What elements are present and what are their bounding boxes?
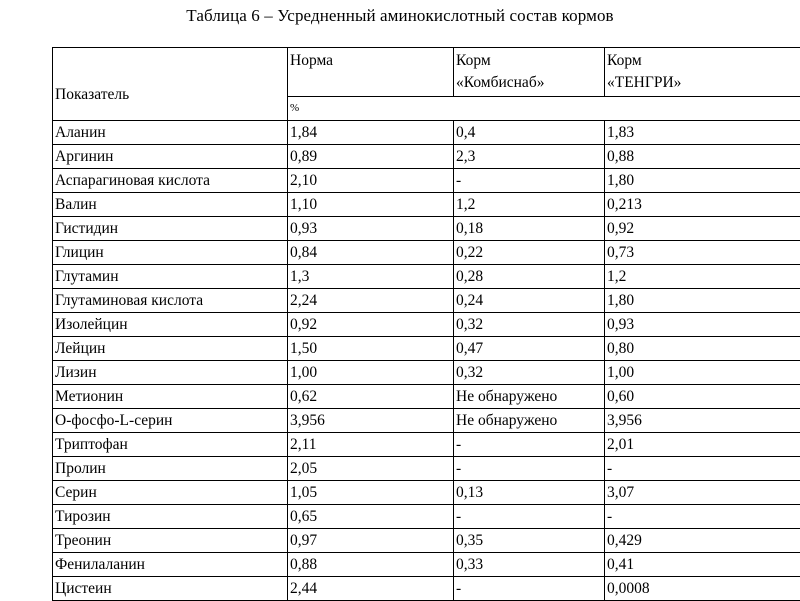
cell-tengri: 0,80 <box>605 337 800 361</box>
cell-norm: 2,11 <box>288 433 454 457</box>
cell-kombisnab: - <box>454 577 605 601</box>
cell-kombisnab: 0,22 <box>454 241 605 265</box>
table-row <box>53 169 800 193</box>
cell-tengri: 0,41 <box>605 553 800 577</box>
cell-name: Аланин <box>53 121 288 145</box>
cell-kombisnab: 0,18 <box>454 217 605 241</box>
cell-name: Глутаминовая кислота <box>53 289 288 313</box>
cell-name: Глутамин <box>53 265 288 289</box>
cell-norm: 1,3 <box>288 265 454 289</box>
table-row <box>53 409 800 433</box>
table-row <box>53 529 800 553</box>
cell-norm: 0,84 <box>288 241 454 265</box>
table-row <box>53 145 800 169</box>
cell-name: Серин <box>53 481 288 505</box>
cell-norm: 0,92 <box>288 313 454 337</box>
header-kombisnab: Корм «Комбиснаб» <box>454 48 605 97</box>
table-row <box>53 217 800 241</box>
cell-tengri: 1,83 <box>605 121 800 145</box>
cell-kombisnab: Не обнаружено <box>454 385 605 409</box>
table-caption: Таблица 6 – Усредненный аминокислотный состав кормов <box>0 6 800 26</box>
cell-tengri: 0,88 <box>605 145 800 169</box>
cell-name: Тирозин <box>53 505 288 529</box>
table-row <box>53 577 800 601</box>
cell-norm: 2,10 <box>288 169 454 193</box>
cell-norm: 1,84 <box>288 121 454 145</box>
cell-kombisnab: 0,32 <box>454 361 605 385</box>
table-header-row <box>53 48 800 97</box>
cell-tengri: 1,80 <box>605 169 800 193</box>
cell-kombisnab: 0,13 <box>454 481 605 505</box>
cell-kombisnab: - <box>454 433 605 457</box>
table-row <box>53 553 800 577</box>
cell-kombisnab: 0,4 <box>454 121 605 145</box>
cell-name: Пролин <box>53 457 288 481</box>
cell-kombisnab: - <box>454 169 605 193</box>
cell-tengri: 0,213 <box>605 193 800 217</box>
cell-name: Валин <box>53 193 288 217</box>
table-row <box>53 433 800 457</box>
cell-tengri: 0,93 <box>605 313 800 337</box>
cell-tengri: 1,00 <box>605 361 800 385</box>
cell-tengri: 0,73 <box>605 241 800 265</box>
table-row <box>53 241 800 265</box>
cell-kombisnab: 0,33 <box>454 553 605 577</box>
cell-norm: 0,65 <box>288 505 454 529</box>
cell-tengri: 0,0008 <box>605 577 800 601</box>
cell-name: Гистидин <box>53 217 288 241</box>
cell-tengri: 1,80 <box>605 289 800 313</box>
cell-tengri: - <box>605 457 800 481</box>
cell-kombisnab: 0,24 <box>454 289 605 313</box>
table-row <box>53 193 800 217</box>
cell-name: Метионин <box>53 385 288 409</box>
cell-norm: 0,62 <box>288 385 454 409</box>
cell-tengri: 3,07 <box>605 481 800 505</box>
cell-tengri: 0,60 <box>605 385 800 409</box>
table-row <box>53 289 800 313</box>
cell-norm: 0,89 <box>288 145 454 169</box>
cell-name: Лейцин <box>53 337 288 361</box>
table-row <box>53 481 800 505</box>
table-row <box>53 457 800 481</box>
cell-kombisnab: 0,28 <box>454 265 605 289</box>
table-row <box>53 505 800 529</box>
table-row <box>53 337 800 361</box>
cell-kombisnab: 1,2 <box>454 193 605 217</box>
cell-norm: 2,05 <box>288 457 454 481</box>
amino-acid-table <box>52 47 800 601</box>
cell-name: О-фосфо-L-серин <box>53 409 288 433</box>
cell-norm: 1,50 <box>288 337 454 361</box>
cell-tengri: - <box>605 505 800 529</box>
cell-name: Цистеин <box>53 577 288 601</box>
cell-norm: 0,88 <box>288 553 454 577</box>
cell-name: Глицин <box>53 241 288 265</box>
table-row <box>53 385 800 409</box>
cell-name: Лизин <box>53 361 288 385</box>
cell-tengri: 1,2 <box>605 265 800 289</box>
header-param: Показатель <box>53 48 288 121</box>
cell-tengri: 2,01 <box>605 433 800 457</box>
cell-norm: 1,05 <box>288 481 454 505</box>
cell-norm: 0,97 <box>288 529 454 553</box>
cell-kombisnab: 0,35 <box>454 529 605 553</box>
cell-kombisnab: Не обнаружено <box>454 409 605 433</box>
cell-name: Аспарагиновая кислота <box>53 169 288 193</box>
cell-norm: 2,44 <box>288 577 454 601</box>
cell-name: Треонин <box>53 529 288 553</box>
unit-cell: % <box>288 97 800 121</box>
table-row <box>53 361 800 385</box>
cell-name: Триптофан <box>53 433 288 457</box>
cell-kombisnab: - <box>454 457 605 481</box>
cell-norm: 3,956 <box>288 409 454 433</box>
cell-kombisnab: - <box>454 505 605 529</box>
cell-norm: 1,00 <box>288 361 454 385</box>
cell-name: Фенилаланин <box>53 553 288 577</box>
cell-kombisnab: 0,32 <box>454 313 605 337</box>
cell-tengri: 0,429 <box>605 529 800 553</box>
cell-norm: 1,10 <box>288 193 454 217</box>
cell-name: Изолейцин <box>53 313 288 337</box>
table-row <box>53 121 800 145</box>
header-tengri: Корм «ТЕНГРИ» <box>605 48 800 97</box>
cell-name: Аргинин <box>53 145 288 169</box>
table-row <box>53 265 800 289</box>
cell-norm: 2,24 <box>288 289 454 313</box>
header-norm: Норма <box>288 48 454 97</box>
cell-tengri: 3,956 <box>605 409 800 433</box>
cell-kombisnab: 2,3 <box>454 145 605 169</box>
table-row <box>53 313 800 337</box>
cell-tengri: 0,92 <box>605 217 800 241</box>
cell-kombisnab: 0,47 <box>454 337 605 361</box>
cell-norm: 0,93 <box>288 217 454 241</box>
